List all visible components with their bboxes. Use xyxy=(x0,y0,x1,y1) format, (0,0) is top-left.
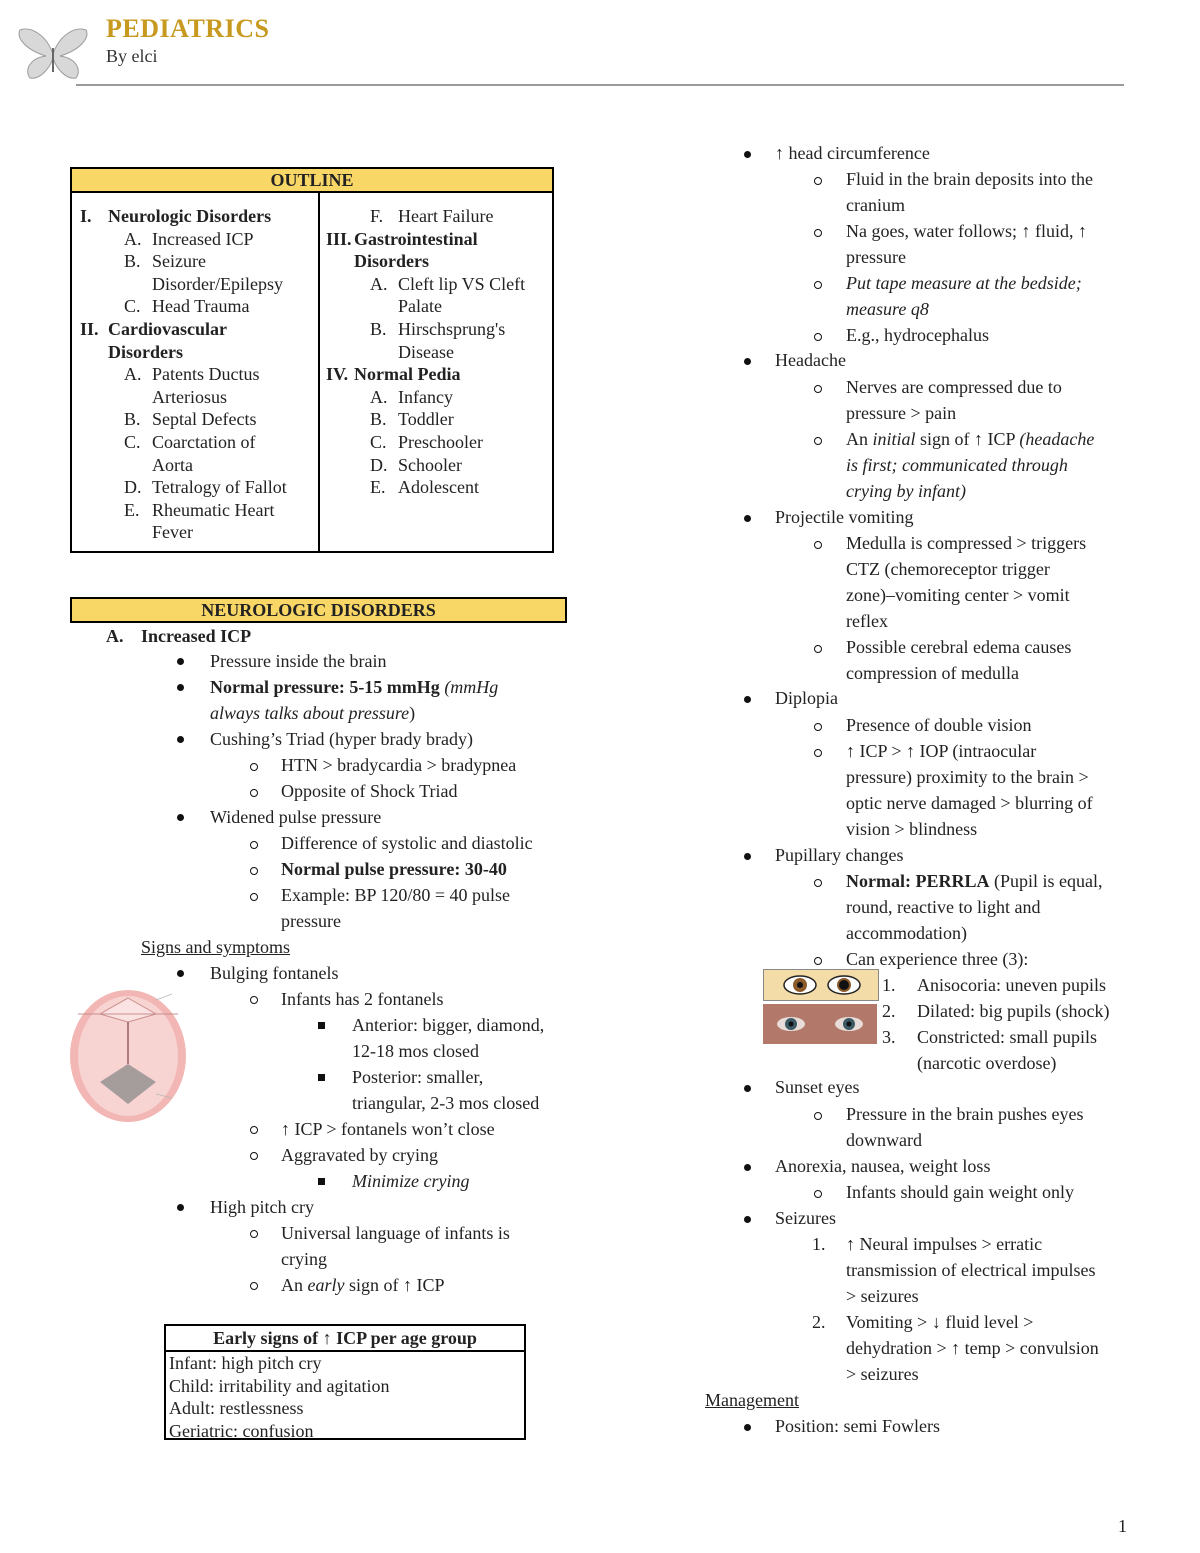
circle-bullet-icon xyxy=(250,841,258,849)
outline-item-number: B. xyxy=(370,409,387,430)
normal-pressure-label: Normal pressure: 5-15 mmHg xyxy=(210,677,440,697)
list-item: Pupillary changes xyxy=(775,845,904,865)
outline-item xyxy=(80,273,316,296)
table-row: Child: irritability and agitation xyxy=(169,1375,390,1396)
list-item: Seizures xyxy=(775,1208,836,1228)
circle-bullet-icon xyxy=(814,541,822,549)
list-item: Universal language of infants is xyxy=(281,1223,510,1243)
circle-bullet-icon xyxy=(814,1112,822,1120)
list-item: Presence of double vision xyxy=(846,715,1032,735)
outline-item-number: A. xyxy=(370,386,388,407)
list-number: 2. xyxy=(882,1001,896,1021)
mmhg-note: (mmHg xyxy=(444,677,499,697)
list-item: Pressure inside the brain xyxy=(210,651,387,671)
outline-item xyxy=(326,273,552,296)
bullet-icon xyxy=(177,970,184,977)
outline-item xyxy=(80,363,316,386)
circle-bullet-icon xyxy=(814,333,822,341)
outline-item-label: Cardiovascular xyxy=(108,318,227,339)
section-heading-neurologic: NEUROLOGIC DISORDERS xyxy=(70,597,567,623)
outline-item xyxy=(80,476,316,499)
outline-item xyxy=(80,250,316,273)
list-number: 2. xyxy=(812,1312,826,1332)
list-item-continued: zone)–vomiting center > vomit xyxy=(846,585,1070,605)
outline-item-label: Seizure xyxy=(152,251,206,272)
anisocoria-eyes-icon xyxy=(763,969,879,1001)
list-item: Constricted: small pupils xyxy=(917,1027,1097,1047)
list-item xyxy=(846,426,1094,452)
outline-item xyxy=(80,295,316,318)
bullet-icon xyxy=(744,151,751,158)
list-item: Opposite of Shock Triad xyxy=(281,781,458,801)
text-fragment: An xyxy=(846,429,873,449)
circle-bullet-icon xyxy=(814,957,822,965)
circle-bullet-icon xyxy=(814,879,822,887)
outline-item xyxy=(326,318,552,341)
outline-item-label: Septal Defects xyxy=(152,409,257,430)
butterfly-logo xyxy=(16,24,90,82)
list-number: 1. xyxy=(812,1234,826,1254)
list-item xyxy=(846,868,1102,894)
outline-item xyxy=(80,431,316,454)
outline-item-number: B. xyxy=(370,318,387,339)
list-item: Position: semi Fowlers xyxy=(775,1416,941,1436)
list-item-continued: > seizures xyxy=(846,1364,919,1384)
document-title: PEDIATRICS xyxy=(106,14,270,43)
outline-item xyxy=(326,386,552,409)
list-item: Posterior: smaller, xyxy=(352,1067,484,1087)
outline-item-number: A. xyxy=(124,228,142,249)
outline-item xyxy=(326,205,552,228)
outline-item-number: C. xyxy=(124,296,141,317)
circle-bullet-icon xyxy=(814,749,822,757)
text-fragment: sign of ↑ ICP xyxy=(344,1275,445,1295)
circle-bullet-icon xyxy=(250,1152,258,1160)
close-paren: ) xyxy=(409,703,416,723)
outline-item-number: D. xyxy=(124,477,142,498)
outline-item-label: Patents Ductus xyxy=(152,364,260,385)
list-item-continued: downward xyxy=(846,1130,922,1150)
bullet-icon xyxy=(744,358,751,365)
circle-bullet-icon xyxy=(250,893,258,901)
list-item-continued: crying xyxy=(281,1249,327,1269)
outline-item-number: B. xyxy=(124,251,141,272)
outline-item xyxy=(326,250,552,273)
circle-bullet-icon xyxy=(250,1126,258,1134)
outline-item-label: Gastrointestinal xyxy=(354,228,478,249)
list-item-continued: (narcotic overdose) xyxy=(917,1053,1057,1073)
text-fragment: An xyxy=(281,1275,308,1295)
outline-item-number: F. xyxy=(370,206,384,226)
circle-bullet-icon xyxy=(250,1282,258,1290)
author-byline: By elci xyxy=(106,46,158,66)
outline-table xyxy=(70,167,554,553)
outline-item-label: Head Trauma xyxy=(152,296,250,317)
bullet-icon xyxy=(744,1216,751,1223)
outline-item-number: B. xyxy=(124,409,141,430)
outline-item xyxy=(80,408,316,431)
list-item-continued: dehydration > ↑ temp > convulsion xyxy=(846,1338,1099,1358)
text-fragment: (Pupil is equal, xyxy=(989,871,1103,891)
square-bullet-icon xyxy=(318,1022,325,1029)
list-item-continued: > seizures xyxy=(846,1286,919,1306)
list-item: HTN > bradycardia > bradypnea xyxy=(281,755,517,775)
list-item: Difference of systolic and diastolic xyxy=(281,833,533,853)
table-row: Infant: high pitch cry xyxy=(169,1353,322,1373)
text-fragment: sign of ↑ ICP xyxy=(915,429,1020,449)
outline-item xyxy=(326,431,552,454)
bullet-icon xyxy=(744,696,751,703)
outline-item-number: II. xyxy=(80,318,99,339)
list-item: Aggravated by crying xyxy=(281,1145,438,1165)
list-item-continued: triangular, 2-3 mos closed xyxy=(352,1093,540,1113)
text-fragment-italic: initial xyxy=(872,429,916,449)
list-item: Possible cerebral edema causes xyxy=(846,637,1072,657)
list-item-continued: measure q8 xyxy=(846,299,929,319)
outline-item-label: Normal Pedia xyxy=(354,364,461,385)
infant-skull-fontanels-icon xyxy=(60,986,210,1136)
list-item: Cushing’s Triad (hyper brady brady) xyxy=(210,729,473,749)
outline-item-label: Schooler xyxy=(398,454,462,475)
list-item: E.g., hydrocephalus xyxy=(846,325,989,345)
list-item-continued: 12-18 mos closed xyxy=(352,1041,479,1061)
list-item-continued: is first; communicated through xyxy=(846,455,1068,475)
circle-bullet-icon xyxy=(814,723,822,731)
list-item: Can experience three (3): xyxy=(846,949,1029,969)
list-item: Minimize crying xyxy=(352,1171,470,1191)
outline-item xyxy=(80,454,316,477)
circle-bullet-icon xyxy=(814,645,822,653)
text-fragment-italic: (headache xyxy=(1019,429,1095,449)
list-item-continued: pressure xyxy=(846,247,906,267)
outline-item-label: Adolescent xyxy=(398,477,479,498)
list-item: Bulging fontanels xyxy=(210,963,339,983)
list-item: ↑ head circumference xyxy=(775,143,930,163)
bullet-icon xyxy=(744,1164,751,1171)
outline-item-label: Infancy xyxy=(398,386,453,407)
circle-bullet-icon xyxy=(814,229,822,237)
outline-item-label: Disease xyxy=(398,341,454,362)
outline-item xyxy=(326,454,552,477)
bullet-icon xyxy=(744,515,751,522)
circle-bullet-icon xyxy=(814,437,822,445)
early-signs-heading: Early signs of ↑ ICP per age group xyxy=(166,1326,524,1352)
outline-item-label: Coarctation of xyxy=(152,431,256,452)
list-item-continued: transmission of electrical impulses xyxy=(846,1260,1096,1280)
outline-item-label: Hirschsprung's xyxy=(398,318,506,339)
list-item: Anisocoria: uneven pupils xyxy=(917,975,1106,995)
circle-bullet-icon xyxy=(250,1230,258,1238)
list-item: High pitch cry xyxy=(210,1197,314,1217)
list-item-continued: pressure xyxy=(281,911,341,931)
pupil-eyes-photo-icon xyxy=(763,1004,877,1044)
subsection-title: Increased ICP xyxy=(141,626,252,646)
list-item: Nerves are compressed due to xyxy=(846,377,1062,397)
bullet-icon xyxy=(744,1424,751,1431)
list-item: Sunset eyes xyxy=(775,1077,860,1097)
bullet-icon xyxy=(177,1204,184,1211)
outline-item-label: Toddler xyxy=(398,409,454,430)
outline-item-label: Disorder/Epilepsy xyxy=(152,273,283,294)
list-item: Diplopia xyxy=(775,688,838,708)
list-item: Normal pulse pressure: 30-40 xyxy=(281,859,507,879)
outline-item-label: Disorders xyxy=(108,341,183,362)
list-item: Example: BP 120/80 = 40 pulse xyxy=(281,885,510,905)
bullet-icon xyxy=(177,814,184,821)
list-item: Anterior: bigger, diamond, xyxy=(352,1015,545,1035)
list-item-continued: accommodation) xyxy=(846,923,967,943)
outline-item-label: Cleft lip VS Cleft xyxy=(398,273,526,294)
list-item: Pressure in the brain pushes eyes xyxy=(846,1104,1084,1124)
list-item-continued: compression of medulla xyxy=(846,663,1019,683)
list-item: Headache xyxy=(775,350,846,370)
outline-item xyxy=(326,341,552,364)
outline-item xyxy=(80,205,316,228)
outline-item-label: Aorta xyxy=(152,454,193,475)
list-item: ↑ ICP > ↑ IOP (intraocular xyxy=(846,741,1037,761)
outline-item xyxy=(80,521,316,544)
bullet-icon xyxy=(177,658,184,665)
outline-column-divider xyxy=(318,191,320,551)
list-item: Put tape measure at the bedside; xyxy=(846,273,1082,293)
outline-item-label: Neurologic Disorders xyxy=(108,206,272,226)
circle-bullet-icon xyxy=(814,281,822,289)
outline-item xyxy=(80,386,316,409)
bullet-icon xyxy=(177,684,184,691)
list-number: 3. xyxy=(882,1027,896,1047)
list-item-continued xyxy=(210,700,415,726)
outline-item-number: A. xyxy=(370,273,388,294)
list-item: Projectile vomiting xyxy=(775,507,914,527)
outline-item-number: C. xyxy=(370,431,387,452)
bullet-icon xyxy=(177,736,184,743)
outline-item-label: Heart Failure xyxy=(398,206,494,226)
outline-item-label: Preschooler xyxy=(398,431,483,452)
circle-bullet-icon xyxy=(814,385,822,393)
early-signs-table xyxy=(164,1324,526,1440)
management-heading: Management xyxy=(705,1390,799,1410)
outline-item-label: Fever xyxy=(152,522,193,543)
list-item-continued: crying by infant) xyxy=(846,481,966,501)
list-item: Infants has 2 fontanels xyxy=(281,989,444,1009)
outline-item-label: Disorders xyxy=(354,251,429,272)
list-item-continued: round, reactive to light and xyxy=(846,897,1041,917)
list-item: Fluid in the brain deposits into the xyxy=(846,169,1093,189)
outline-item-number: D. xyxy=(370,454,388,475)
outline-item xyxy=(80,341,316,364)
list-item-continued: pressure > pain xyxy=(846,403,957,423)
outline-item-label: Rheumatic Heart xyxy=(152,499,275,520)
list-item-continued: cranium xyxy=(846,195,905,215)
text-fragment-italic: early xyxy=(307,1275,345,1295)
outline-item-label: Tetralogy of Fallot xyxy=(152,477,287,498)
circle-bullet-icon xyxy=(814,177,822,185)
outline-left-column xyxy=(80,205,316,544)
list-item: Vomiting > ↓ fluid level > xyxy=(846,1312,1034,1332)
outline-item xyxy=(326,476,552,499)
list-item: Widened pulse pressure xyxy=(210,807,382,827)
square-bullet-icon xyxy=(318,1178,325,1185)
list-item: ↑ ICP > fontanels won’t close xyxy=(281,1119,495,1139)
list-item xyxy=(281,1272,445,1298)
list-item-continued: CTZ (chemoreceptor trigger xyxy=(846,559,1050,579)
page-number: 1 xyxy=(1118,1516,1127,1536)
outline-item xyxy=(326,363,552,386)
list-item: Medulla is compressed > triggers xyxy=(846,533,1087,553)
outline-item-number: A. xyxy=(124,364,142,385)
list-item: Anorexia, nausea, weight loss xyxy=(775,1156,991,1176)
outline-heading: OUTLINE xyxy=(72,169,552,193)
outline-item xyxy=(326,408,552,431)
outline-right-column xyxy=(326,205,552,499)
subsection-number: A. xyxy=(106,626,124,646)
list-item: ↑ Neural impulses > erratic xyxy=(846,1234,1043,1254)
list-item xyxy=(210,674,498,700)
outline-item xyxy=(80,499,316,522)
list-item-continued: vision > blindness xyxy=(846,819,978,839)
square-bullet-icon xyxy=(318,1074,325,1081)
header-divider xyxy=(76,84,1124,86)
list-item: Infants should gain weight only xyxy=(846,1182,1074,1202)
outline-item-label: Increased ICP xyxy=(152,228,254,249)
circle-bullet-icon xyxy=(250,763,258,771)
bullet-icon xyxy=(744,853,751,860)
circle-bullet-icon xyxy=(250,789,258,797)
outline-item-number: E. xyxy=(124,499,140,520)
list-number: 1. xyxy=(882,975,896,995)
outline-item-label: Palate xyxy=(398,296,442,317)
outline-item-label: Arteriosus xyxy=(152,386,227,407)
list-item-continued: pressure) proximity to the brain > xyxy=(846,767,1089,787)
outline-item-number: C. xyxy=(124,431,141,452)
circle-bullet-icon xyxy=(250,996,258,1004)
list-item-continued: reflex xyxy=(846,611,888,631)
list-item: Na goes, water follows; ↑ fluid, ↑ xyxy=(846,221,1087,241)
list-item-continued: optic nerve damaged > blurring of xyxy=(846,793,1093,813)
signs-heading: Signs and symptoms xyxy=(141,937,291,957)
list-item: Dilated: big pupils (shock) xyxy=(917,1001,1110,1021)
outline-item xyxy=(80,318,316,341)
outline-item xyxy=(80,228,316,251)
outline-item-number: I. xyxy=(80,206,92,226)
outline-item-number: E. xyxy=(370,477,386,498)
outline-item-number: IV. xyxy=(326,364,349,385)
perrla-label: Normal: PERRLA xyxy=(846,871,990,891)
table-row: Geriatric: confusion xyxy=(169,1420,314,1441)
mmhg-note-cont: always talks about pressure xyxy=(210,703,410,723)
outline-item xyxy=(326,295,552,318)
bullet-icon xyxy=(744,1085,751,1092)
circle-bullet-icon xyxy=(814,1190,822,1198)
table-row: Adult: restlessness xyxy=(169,1398,304,1418)
outline-item xyxy=(326,228,552,251)
outline-item-number: III. xyxy=(326,228,352,249)
circle-bullet-icon xyxy=(250,867,258,875)
